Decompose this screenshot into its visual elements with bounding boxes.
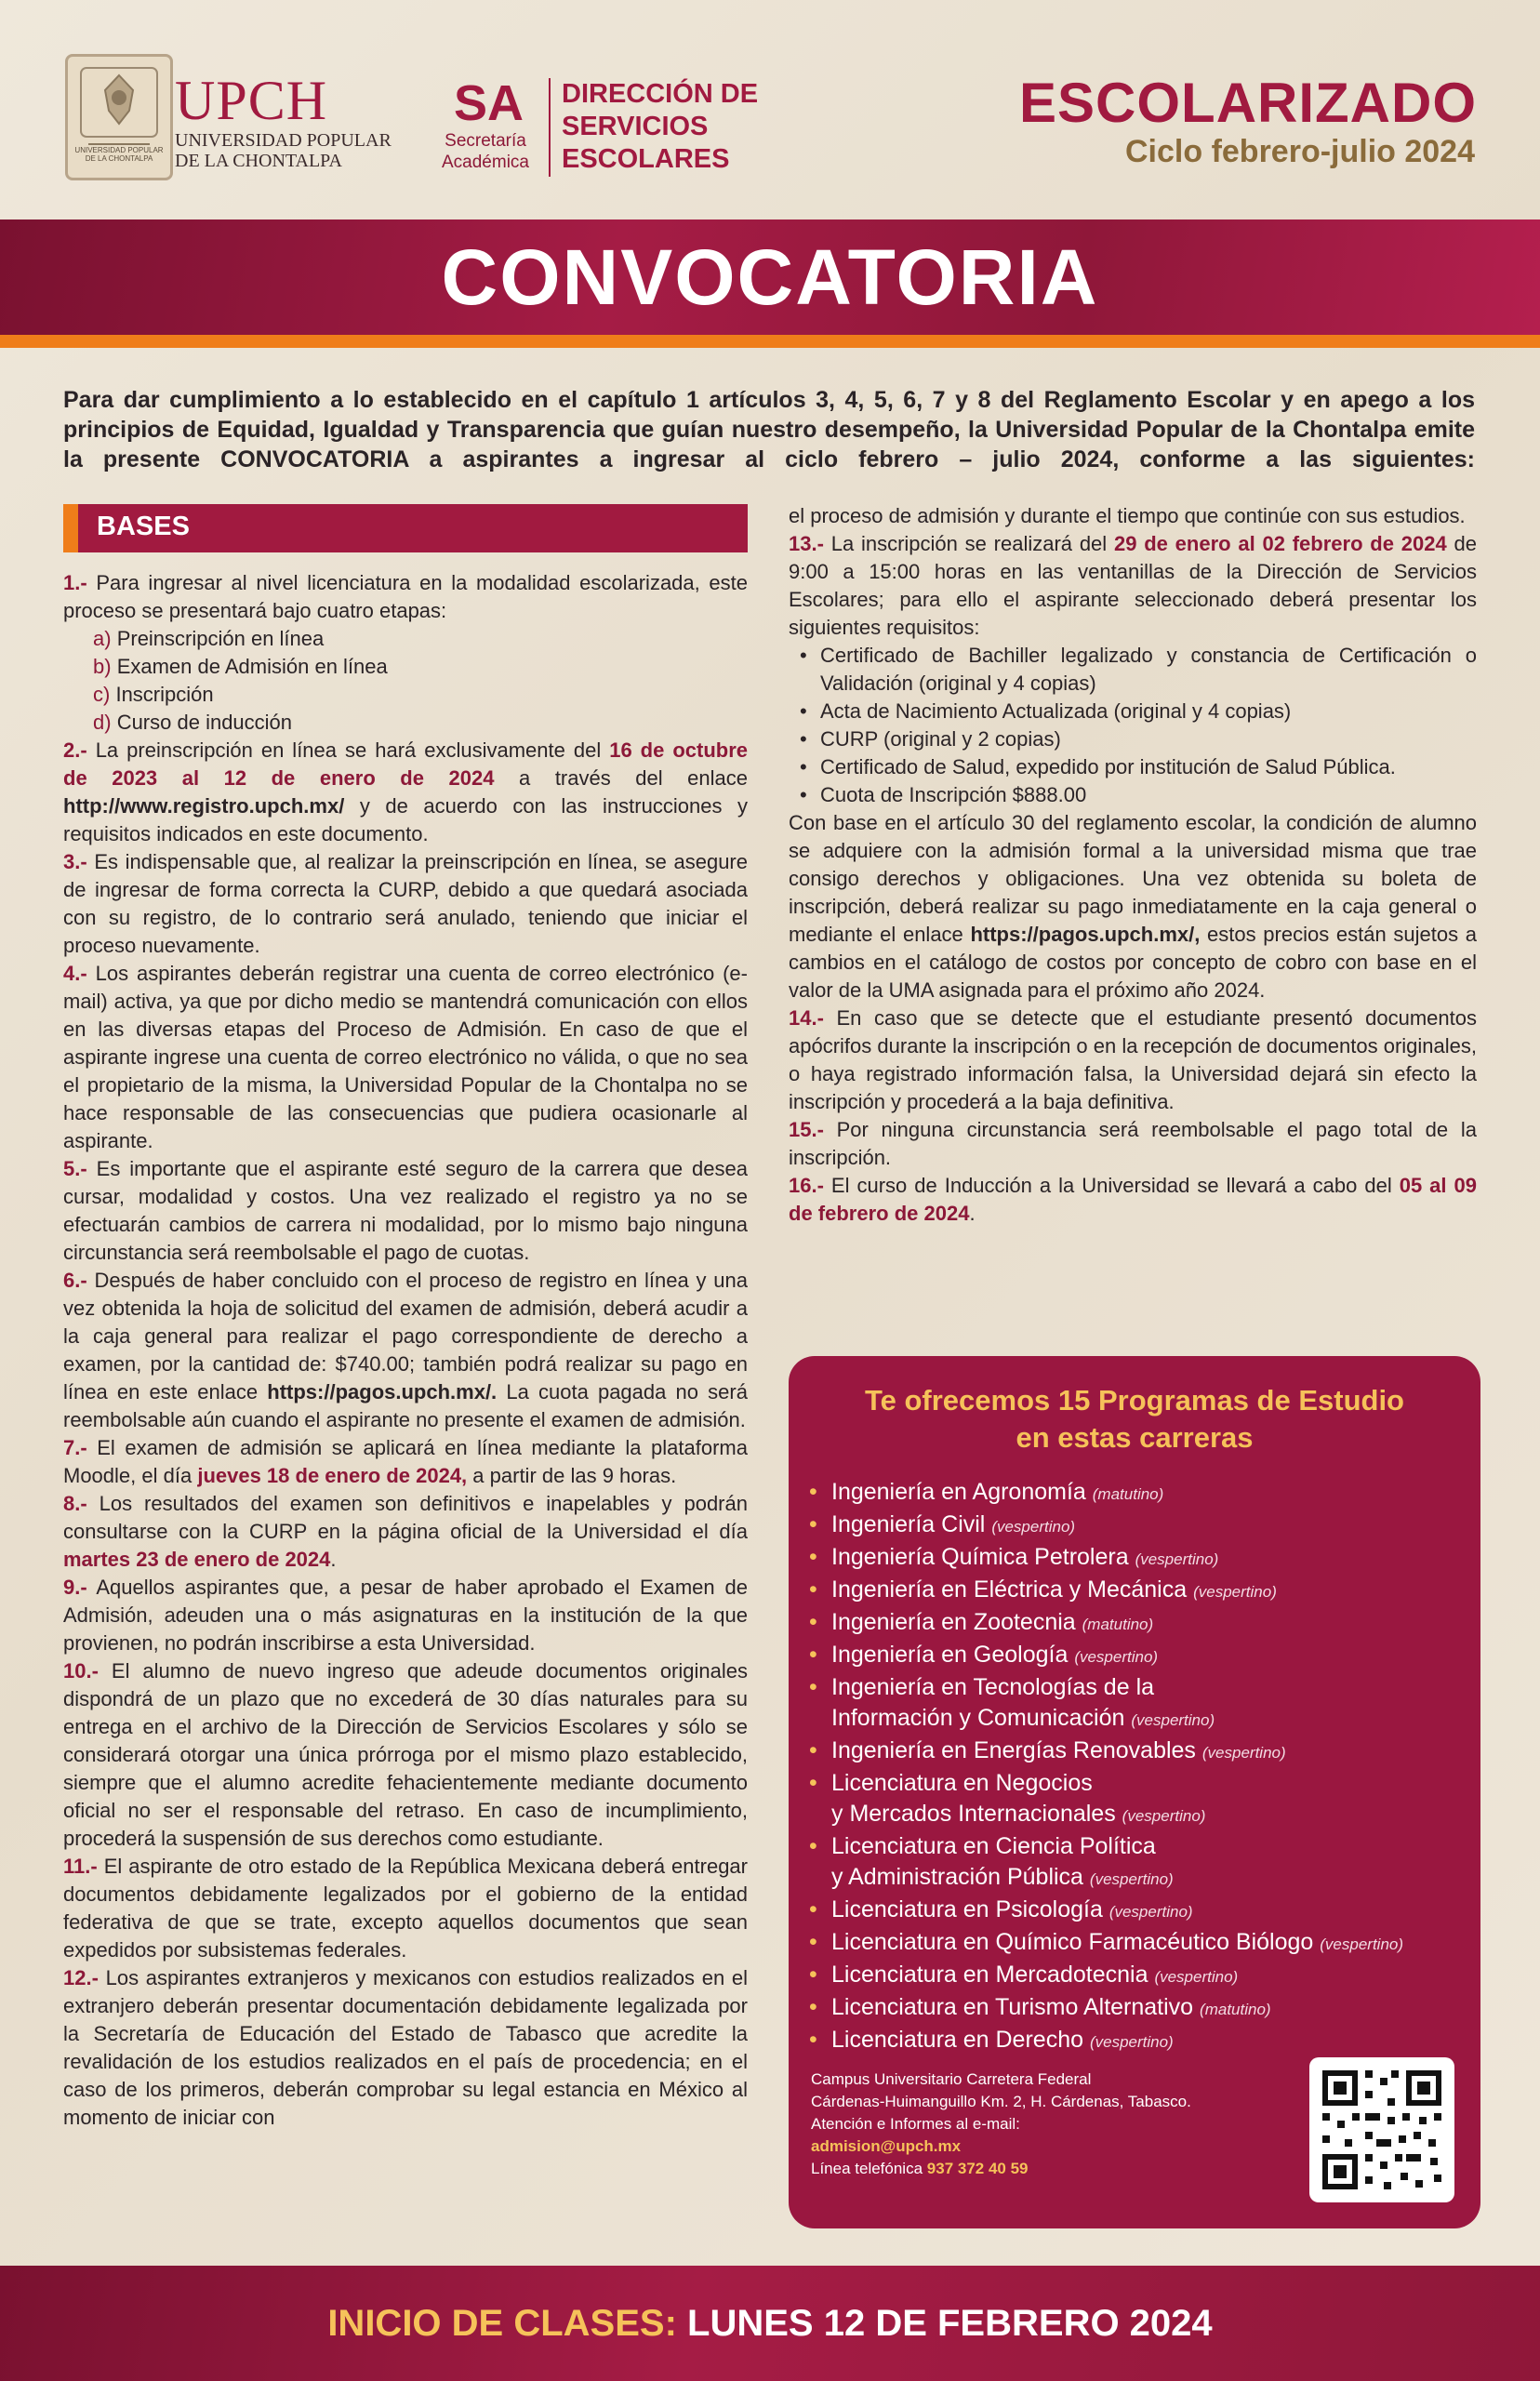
qr-code-icon[interactable] — [1309, 2057, 1454, 2202]
base-9: 9.- Aquellos aspirantes que, a pesar de haber aprobado el Examen de Admisión, adeuden una o más asignaturas en la institución de la que provienen, no podrán inscribirse a esta Universidad. — [63, 1576, 748, 1655]
base-1: 1.- Para ingresar al nivel licenciatura en la modalidad escolarizada, este proceso se presentará bajo cuatro etapas: — [63, 571, 748, 622]
requirements-list — [789, 642, 1477, 809]
pagos-link[interactable]: https://pagos.upch.mx/. — [267, 1380, 498, 1403]
base-16: 16.- El curso de Inducción a la Universidad se llevará a cabo del 05 al 09 de febrero de 2024. — [789, 1174, 1477, 1225]
base-12: 12.- Los aspirantes extranjeros y mexicanos con estudios realizados en el extranjero deberán presentar documentación debidamente legalizada por la Secretaría de Educación del Estado de Tabasco que acredite la revalidación de los estudios realizados en el país de procedencia; en el caso de los primeros, deberán comprobar su legal estancia en México al momento de iniciar con — [63, 1966, 748, 2129]
cycle-subtitle: Ciclo febrero-julio 2024 — [1125, 134, 1475, 169]
program-item: • Licenciatura en Químico Farmacéutico Biólogo (vespertino) — [809, 1927, 1479, 1960]
bases-right-column — [789, 502, 1477, 1228]
base-13-note: Con base en el artículo 30 del reglamento escolar, la condición de alumno se adquiere con la admisión formal a la universidad misma que trae consigo derechos y obligaciones. Una vez obtenida su boleta de inscripción, deberá realizar su pago inmediatamente en la caja general o mediante el enlace https://pagos.upch.mx/, estos precios están sujetos a cambios en el catálogo de costos por concepto de cobro con base en el valor de la UMA asignada para el próximo año 2024. — [789, 811, 1477, 1002]
base-8: 8.- Los resultados del examen son definitivos e inapelables y podrán consultarse con la CURP en la página oficial de la Universidad el día martes 23 de enero de 2024. — [63, 1492, 748, 1571]
program-item: • Licenciatura en Mercadotecnia (vespertino) — [809, 1960, 1479, 1992]
qr-graphic — [1309, 2057, 1454, 2202]
modality-title: ESCOLARIZADO — [1019, 72, 1477, 134]
base-14: 14.- En caso que se detecte que el estudiante presentó documentos apócrifos durante la inscripción o en la recepción de documentos originales, o haya registrado información falsa, la Universidad dejará sin efecto la inscripción y procederá a la baja definitiva. — [789, 1006, 1477, 1113]
dse-name: DIRECCIÓN DE SERVICIOS ESCOLARES — [562, 79, 759, 174]
programs-list — [809, 1477, 1479, 2057]
seal-caption: UNIVERSIDAD POPULAR DE LA CHONTALPA — [74, 146, 164, 163]
programs-box — [789, 1356, 1480, 2228]
program-item: • Licenciatura en Derecho (vespertino) — [809, 2025, 1479, 2057]
sa-acronym: SA — [454, 75, 524, 131]
program-item: • Ingeniería en Eléctrica y Mecánica (vespertino) — [809, 1575, 1479, 1607]
bases-heading-label: BASES — [97, 512, 190, 541]
base-6: 6.- Después de haber concluido con el proceso de registro en línea y una vez obtenida la hoja de solicitud del examen de admisión, deberá acudir a la caja general para realizar el pago correspondiente de derecho a examen, por la cantidad de: $740.00; también podrá realizar su pago en línea en este enlace https://pagos.upch.mx/. La cuota pagada no será reembolsable aún cuando el aspirante no presente el examen de admisión. — [63, 1269, 748, 1431]
stage-item: b) Examen de Admisión en línea — [93, 655, 388, 678]
base-10: 10.- El alumno de nuevo ingreso que adeude documentos originales dispondrá de un plazo que no excederá de 30 días naturales para su entrega en el archivo de la Dirección de Servicios Escolares y sólo se considerará otorgar una única prórroga por el mismo plazo establecido, siempre que el alumno acredite fehacientemente mediante documento oficial no ser el responsable del retraso. En caso de incumplimiento, procederá la suspensión de sus derechos como estudiante. — [63, 1659, 748, 1850]
program-item: • Ingeniería Civil (vespertino) — [809, 1510, 1479, 1542]
list-item: • CURP (original y 2 copias) — [820, 725, 1477, 753]
base-2: 2.- La preinscripción en línea se hará exclusivamente del 16 de octubre de 2023 al 12 de enero de 2024 a través del enlace http://www.registro.upch.mx/ y de acuerdo con las instrucciones y requisitos indicados en este documento. — [63, 738, 749, 845]
program-item: • Ingeniería en Zootecnia (matutino) — [809, 1607, 1479, 1640]
base-4: 4.- Los aspirantes deberán registrar una cuenta de correo electrónico (e-mail) activa, ya que por dicho medio se mantendrá comunicación con ellos en las diversas etapas del Proceso de Admisión. En caso de que el aspirante ingrese una cuenta de correo electrónico no válida, o que no sea el propietario de la misma, la Universidad Popular de la Chontalpa no se hace responsable de las consecuencias que pudiera ocasionarle al aspirante. — [63, 962, 748, 1152]
program-item: • Ingeniería en Energías Renovables (vespertino) — [809, 1736, 1479, 1768]
university-acronym: UPCH — [175, 70, 328, 131]
list-item: • Certificado de Salud, expedido por institución de Salud Pública. — [820, 753, 1477, 781]
university-seal-icon — [65, 54, 173, 180]
base-13: 13.- La inscripción se realizará del 29 de enero al 02 febrero de 2024 de 9:00 a 15:00 horas en las ventanillas de la Dirección de Servicios Escolares; para ello el aspirante seleccionado deberá presentar los siguientes requisitos: — [789, 532, 1477, 639]
bases-left-column — [63, 569, 748, 2132]
stage-item: d) Curso de inducción — [93, 711, 293, 734]
base-12-continued: el proceso de admisión y durante el tiempo que continúe con sus estudios. — [789, 504, 1466, 527]
list-item: • Acta de Nacimiento Actualizada (original y 4 copias) — [820, 698, 1477, 725]
title-banner — [0, 219, 1540, 335]
header-divider — [549, 78, 551, 177]
programs-title: Te ofrecemos 15 Programas de Estudio en estas carreras — [864, 1384, 1404, 1454]
program-item: • Ingeniería en Geología (vespertino) — [809, 1640, 1479, 1672]
base-11: 11.- El aspirante de otro estado de la República Mexicana deberá entregar documentos debidamente legalizados por el gobierno de la entidad federativa de que se trate, excepto aquellos documentos que sean expedidos por subsistemas federales. — [63, 1855, 748, 1962]
classes-start: INICIO DE CLASES: LUNES 12 DE FEBRERO 2024 — [327, 2303, 1213, 2344]
contact-info: Campus Universitario Carretera Federal Cárdenas-Huimanguillo Km. 2, H. Cárdenas, Tabasco. Atención e Informes al e-mail: admision@upch.mx Línea telefónica 937 372 40 59 — [811, 2068, 1294, 2180]
contact-phone: Línea telefónica 937 372 40 59 — [811, 2160, 1029, 2177]
bases-heading — [63, 504, 748, 552]
stage-item: c) Inscripción — [93, 683, 214, 706]
program-item: • Ingeniería en Agronomía (matutino) — [809, 1477, 1479, 1510]
program-item: • Ingeniería en Tecnologías de la Información y Comunicación (vespertino) — [809, 1672, 1479, 1736]
program-item: • Ingeniería Química Petrolera (vespertino) — [809, 1542, 1479, 1575]
pagos-link-2[interactable]: https://pagos.upch.mx/, — [970, 923, 1201, 946]
stage-item: a) Preinscripción en línea — [93, 627, 325, 650]
contact-email[interactable]: admision@upch.mx — [811, 2137, 962, 2155]
base-3: 3.- Es indispensable que, al realizar la preinscripción en línea, se asegure de ingresar de forma correcta la CURP, debido a que quedará asociada con su registro, de lo contrario será anulado, teniendo que iniciar el proceso nuevamente. — [63, 850, 748, 957]
university-name: UNIVERSIDAD POPULAR DE LA CHONTALPA — [175, 130, 392, 171]
base-5: 5.- Es importante que el aspirante esté seguro de la carrera que desea cursar, modalidad y costos. Una vez realizado el registro ya no se efectuarán cambios de carrera ni modalidad, por lo mismo bajo ninguna circunstancia será reembolsable el pago de cuotas. — [63, 1157, 748, 1264]
program-item: • Licenciatura en Ciencia Política y Administración Pública (vespertino) — [809, 1831, 1479, 1895]
page-title: CONVOCATORIA — [441, 233, 1099, 321]
program-item: • Licenciatura en Turismo Alternativo (matutino) — [809, 1992, 1479, 2025]
sa-name: Secretaría Académica — [442, 131, 529, 172]
banner-stripe — [0, 335, 1540, 348]
base-15: 15.- Por ninguna circunstancia será reembolsable el pago total de la inscripción. — [789, 1118, 1477, 1169]
footer-banner — [0, 2266, 1540, 2381]
list-item: • Certificado de Bachiller legalizado y constancia de Certificación o Validación (original y 4 copias) — [820, 642, 1477, 698]
program-item: • Licenciatura en Psicología (vespertino) — [809, 1895, 1479, 1927]
intro-paragraph: Para dar cumplimiento a lo establecido en el capítulo 1 artículos 3, 4, 5, 6, 7 y 8 del Reglamento Escolar y en apego a los principios de Equidad, Igualdad y Transparencia que guían nuestro desempeño, la Universidad Popular de la Chontalpa emite la presente CONVOCATORIA a aspirantes a ingresar al ciclo febrero – julio 2024, conforme a las siguientes: — [63, 387, 1475, 472]
base-7: 7.- El examen de admisión se aplicará en línea mediante la plataforma Moodle, el día jueves 18 de enero de 2024, a partir de las 9 horas. — [63, 1436, 748, 1487]
registro-link[interactable]: http://www.registro.upch.mx/ — [63, 794, 345, 818]
program-item: • Licenciatura en Negocios y Mercados Internacionales (vespertino) — [809, 1768, 1479, 1831]
list-item: • Cuota de Inscripción $888.00 — [820, 781, 1477, 809]
